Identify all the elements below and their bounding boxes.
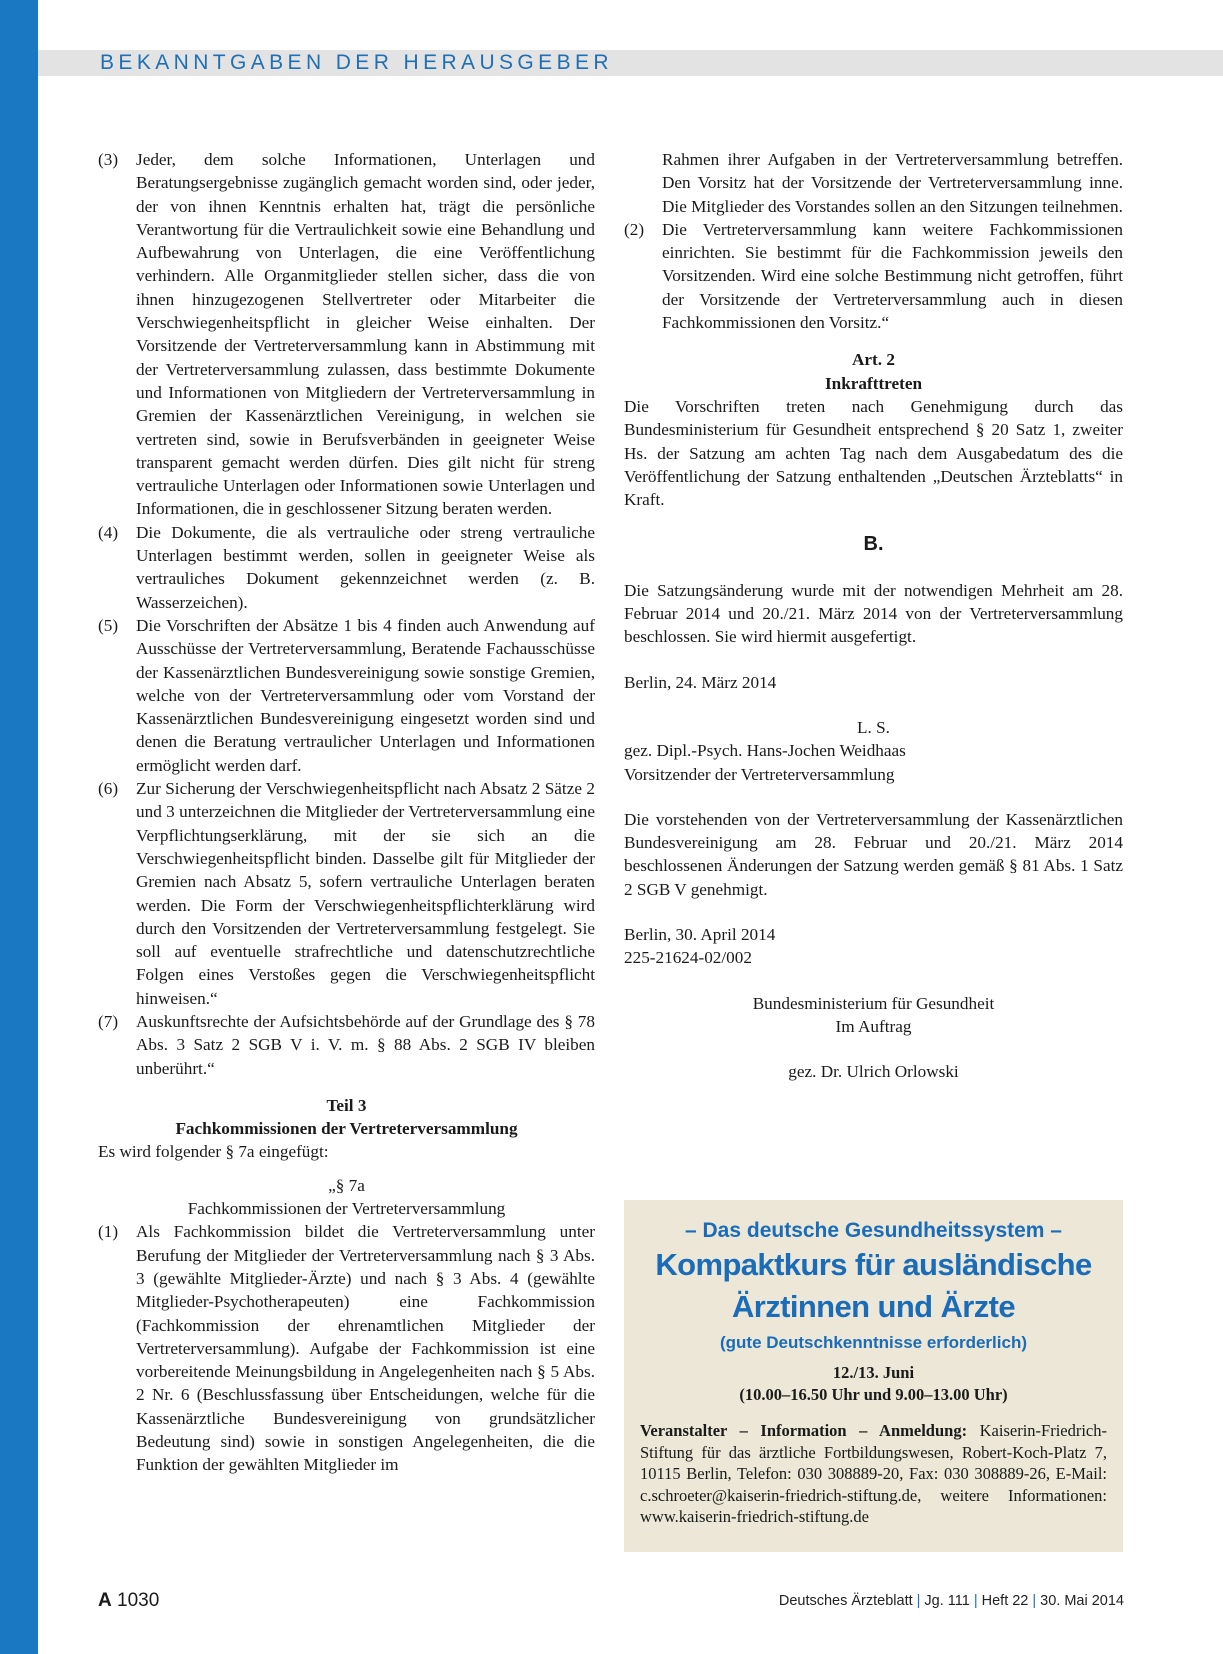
ad-contact-info	[640, 1420, 1107, 1528]
place-date: Berlin, 30. April 2014	[624, 925, 776, 945]
reference-number: 225-21624-02/002	[624, 948, 752, 968]
journal-name: Deutsches Ärzteblatt	[778, 1593, 913, 1609]
ministry-name: Bundesministerium für Gesundheit	[752, 993, 995, 1013]
list-item	[624, 218, 1123, 334]
list-item-continuation	[624, 148, 1123, 218]
ad-time: (10.00–16.50 Uhr und 9.00–13.00 Uhr)	[739, 1385, 1008, 1404]
item-number: (4)	[98, 522, 119, 542]
ad-date: 12./13. Juni	[832, 1363, 915, 1382]
list-item	[98, 148, 595, 521]
paragraph-title: Fachkommissionen der Vertreterversammlung	[187, 1199, 506, 1219]
ad-subtitle: – Das deutsche Gesundheitssystem –	[685, 1219, 1062, 1242]
list-item	[98, 1220, 595, 1476]
place-date: Berlin, 24. März 2014	[624, 672, 777, 692]
ad-title-line2: Ärztinnen und Ärzte	[731, 1289, 1016, 1324]
teil-subheading: Fachkommissionen der Vertreterversammlung	[175, 1119, 518, 1139]
ad-contact-label: Veranstalter – Information – Anmeldung:	[640, 1421, 968, 1440]
teil-heading: Teil 3	[326, 1095, 367, 1115]
item-text: Auskunftsrechte der Aufsichtsbehörde auf der Grundlage des § 78 Abs. 3 Satz 2 SGB V i. V. m. § 88 Abs. 2 SGB IV bleiben unberührt.“	[136, 1011, 595, 1078]
journal-issue: Heft 22	[981, 1593, 1029, 1609]
approval-text: Die vorstehenden von der Vertreterversammlung der Kassenärztlichen Bundesvereinigung am 28. Februar und 20./21. März 2014 beschlossenen Änderungen der Satzung werden gemäß § 81 Abs. 1 Satz 2 SGB V genehmigt.	[624, 809, 1123, 899]
signer-role: Vorsitzender der Vertreterversammlung	[624, 764, 895, 784]
item-number: (1)	[98, 1222, 119, 1242]
journal-date: 30. Mai 2014	[1040, 1593, 1124, 1609]
item-text: Die Dokumente, die als vertrauliche oder streng vertrauliche Unterlagen bestimmt werden, sollen in geeigneter Weise als vertrauliches Dokument gekennzeichnet werden (z. B. Wasserzeichen).	[136, 522, 595, 612]
article-heading: Art. 2	[852, 350, 895, 370]
item-text: Die Vorschriften der Absätze 1 bis 4 finden auch Anwendung auf Ausschüsse der Vertreterversammlung, Beratende Fachausschüsse der Kassenärztlichen Bundesvereinigung sowie sonstige Gremien, welche von der Vertreterversammlung oder vom Vorstand der Kassenärztlichen Bundesvereinigung eingesetzt worden sind und denen die Beratung vertraulicher Unterlagen und Informationen ermöglicht werden darf.	[136, 615, 595, 775]
item-number: (2)	[624, 219, 645, 239]
left-column	[98, 148, 595, 1477]
item-text: Zur Sicherung der Verschwiegenheitspflicht nach Absatz 2 Sätze 2 und 3 unterzeichnen die Mitglieder der Vertreterversammlung eine Verpflichtungserklärung, mit der sie sich an die Verschwiegenheitspflicht binden. Dasselbe gilt für Mitglieder der Gremien nach Absatz 5, sofern vertrauliche Unterlagen beraten werden. Die Form der Verschwiegenheitspflichterklärung wird durch den Vorsitzenden der Vertreterversammlung festgelegt. Sie soll auf eventuelle strafrechtliche und datenschutzrechtliche Folgen eines Verstoßes gegen die Verschwiegenheitspflicht hinweisen.“	[136, 779, 595, 1008]
ad-note: (gute Deutschkenntnisse erforderlich)	[719, 1333, 1027, 1352]
signer-name: gez. Dipl.-Psych. Hans-Jochen Weidhaas	[624, 741, 906, 761]
item-number: (3)	[98, 150, 119, 169]
article-subheading: Inkrafttreten	[824, 373, 923, 393]
journal-footer: Deutsches Ärzteblatt | Jg. 111 | Heft 22 | 30. Mai 2014	[778, 1593, 1124, 1609]
item-text: Jeder, dem solche Informationen, Unterlagen und Beratungsergebnisse zugänglich gemacht worden sind, oder jeder, der von ihnen Kenntnis erhalten hat, trägt die persönliche Verantwortung für die Vertraulichkeit sowie eine Behandlung und Aufbewahrung von Unterlagen, die eine Veröffentlichung verhindern. Alle Organmitglieder stellen sicher, dass die von ihnen hinzugezogenen Stellvertreter oder Mitarbeiter die Verschwiegenheitspflicht in gleicher Weise einhalten. Der Vorsitzende der Vertreterversammlung kann in Abstimmung mit der Vertreterversammlung zulassen, dass bestimmte Dokumente und Informationen von Mitgliedern der Vertreterversammlung in Gremien der Kassenärztlichen Vereinigung, in welchen sie vertreten sind, sowie in Berufsverbänden in geeigneter Weise transparent gemacht werden dürfen. Dies gilt nicht für streng vertrauliche Unterlagen oder Informationen sowie Unterlagen und Informationen, die in geschlossener Sitzung beraten werden.	[136, 150, 595, 519]
paragraph-symbol: „§ 7a	[328, 1175, 365, 1195]
journal-volume: Jg. 111	[924, 1593, 970, 1609]
ministry-signer: gez. Dr. Ulrich Orlowski	[788, 1062, 959, 1082]
section-b-heading: B.	[863, 533, 884, 556]
ad-title-line1: Kompaktkurs für ausländische	[655, 1247, 1092, 1282]
ad-contact-text: Kaiserin-Friedrich-Stiftung für das ärztliche Fortbildungswesen, Robert-Koch-Platz 7, 10115 Berlin, Telefon: 030 308889-20, Fax: 030 308889-26, E-Mail: c.schroeter@kaiserin-friedrich-stiftung.de, weitere Informationen: www.kaiserin-friedrich-stiftung.de	[640, 1421, 1108, 1526]
item-number: (5)	[98, 615, 119, 635]
on-behalf: Im Auftrag	[835, 1016, 912, 1036]
list-item	[98, 1010, 595, 1080]
list-item	[98, 777, 595, 1010]
right-column	[624, 148, 1123, 1084]
article-text: Die Vorschriften treten nach Genehmigung durch das Bundesministerium für Gesundheit entsprechend § 20 Satz 1, zweiter Hs. der Satzung am achten Tag nach dem Ausgabedatum des die Veröffentlichung der Satzung enthaltenden „Deutschen Ärzteblatts“ in Kraft.	[624, 396, 1123, 510]
page-prefix: A	[98, 1590, 112, 1611]
blue-sidebar-bar	[0, 0, 38, 1654]
item-text: Als Fachkommission bildet die Vertreterversammlung unter Berufung der Mitglieder der Vertreterversammlung nach § 3 Abs. 3 (gewählte Mitglieder-Ärzte) und nach § 3 Abs. 4 (gewählte Mitglieder-Psychotherapeuten) eine Fachkommission (Fachkommission der ehrenamtlichen Mitglieder der Vertreterversammlung). Aufgabe der Fachkommission ist eine vorbereitende Meinungsbildung in Angelegenheiten nach § 5 Abs. 2 Nr. 6 (Beschlussfassung über Entscheidungen, welche für die Kassenärztliche Bundesvereinigung von grundsätzlicher Bedeutung sind) sowie in sonstigen Angelegenheiten, die die Funktion der gewählten Mitglieder im	[136, 1222, 595, 1475]
decision-text: Die Satzungsänderung wurde mit der notwendigen Mehrheit am 28. Februar 2014 und 20./21. März 2014 von der Vertreterversammlung beschlossen. Sie wird hiermit ausgefertigt.	[624, 580, 1123, 647]
page-number-value: 1030	[117, 1590, 160, 1611]
insert-intro: Es wird folgender § 7a eingefügt:	[98, 1142, 329, 1162]
item-text: Rahmen ihrer Aufgaben in der Vertreterversammlung betreffen. Den Vorsitz hat der Vorsitzende der Vertreterversammlung inne. Die Mitglieder des Vorstandes sollen an den Sitzungen teilnehmen.	[662, 150, 1123, 216]
item-number: (6)	[98, 779, 119, 799]
page-number	[98, 1590, 159, 1612]
item-number: (7)	[98, 1011, 119, 1031]
seal-mark: L. S.	[857, 717, 890, 737]
item-text: Die Vertreterversammlung kann weitere Fachkommissionen einrichten. Sie bestimmt für die Fachkommission jeweils den Vorsitzenden. Wird eine solche Bestimmung nicht getroffen, führt der Vorsitzende der Vertreterversammlung auch in diesen Fachkommissionen den Vorsitz.“	[662, 219, 1123, 333]
list-item	[98, 614, 595, 777]
list-item	[98, 521, 595, 614]
section-header: BEKANNTGABEN DER HERAUSGEBER	[100, 51, 613, 74]
course-advertisement	[624, 1200, 1123, 1552]
